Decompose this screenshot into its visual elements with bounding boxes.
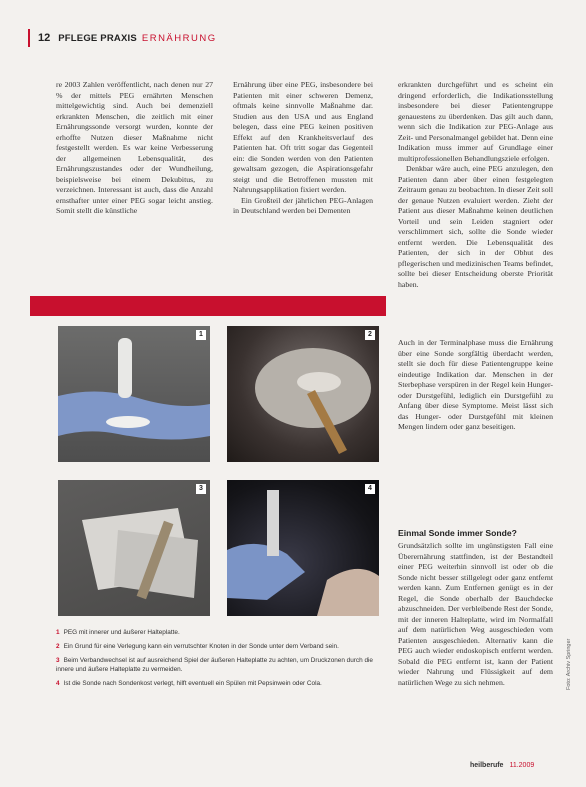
caption-label: 1 [56,629,60,636]
photo-number: 3 [196,484,206,494]
section-subheading: Einmal Sonde immer Sonde? [398,528,517,538]
caption-label: 2 [56,643,60,650]
section-title: PFLEGE PRAXIS [58,32,137,44]
paragraph: Ernährung über eine PEG, insbesondere bei Patienten mit einer schweren Demenz, oftmals keine sinnvolle Maßnahme dar. Studien aus den USA und aus England belegen, dass eine PEG keinen positiven Effekt auf den Krankheitsverlauf des Patienten hat. Oft tritt sogar das Gegenteil ein: die Sonden werden von den Patienten gewaltsam gezogen, die Aspirationsgefahr steigt und die Betroffenen mussten mit Nahrungsapplikation fixiert werden. [233,80,373,194]
subsection-title: ERNÄHRUNG [141,32,217,44]
paragraph: Ein Großteil der jährlichen PEG-Anlagen in Deutschland werden bei Dementen [233,195,373,215]
photo-peg-plates [58,326,210,462]
paragraph: re 2003 Zahlen veröffentlicht, nach denen nur 27 % der mittels PEG ernährten Menschen mittelgewichtig sind. Auch bei demenziell erkrankten Menschen, die zeitlich mit einer Ernährungssonde versorgt wurden, konnte der erhoffte Nutzen dieser Maßnahme nicht festgestellt werden. Es war keine Verbesserung der allgemeinen Lebensqualität, des Ernährungszustandes oder der Wundheilung, beispielsweise bei einem Dekubitus, zu verzeichnen. Interessant ist auch, dass die Anzahl ernsthafter unter einer PEG sogar leicht anstieg. Somit stellt die künstliche [56,80,213,215]
paragraph: Denkbar wäre auch, eine PEG anzulegen, den Patienten dann aber über einen festgelegten Zeitraum genau zu beobachten. In dieser Zeit soll der genaue Nutzen evaluiert werden. Zieht der Patient aus dieser Maßnahme keinen deutlichen Vorteil und sein Leiden stagniert oder verschlimmert sich, sollte die Sonde wieder entfernt werden. Die Lebensqualität des Patienten, der sich in der Obhut des pflegerischen und medizinischen Teams befindet, sollte bei dieser Entscheidung oberste Priorität haben. [398,164,553,289]
magazine-name: heilberufe [470,762,504,769]
caption-label: 4 [56,680,60,687]
caption-text: PEG mit innerer und äußerer Halteplatte. [63,629,180,636]
text-column-3 [398,80,553,290]
caption-text: Ein Grund für eine Verlegung kann ein verrutschter Knoten in der Sonde unter dem Verband sein. [63,643,339,650]
caption [56,679,382,688]
caption [56,642,382,651]
photo-illustration [58,480,210,616]
photo-illustration [58,326,210,462]
caption [56,628,382,637]
caption-label: 3 [56,657,60,664]
photo-number: 1 [196,330,206,340]
text-column-3-final [398,541,553,688]
text-column-1 [56,80,213,217]
page-footer [470,762,534,769]
photo-dressing [227,326,379,462]
photo-credit: Foto: Archiv Springer [566,638,572,690]
photo-bandage-change [58,480,210,616]
photo-illustration [227,326,379,462]
photo-syringe-flush [227,480,379,616]
running-header [28,30,217,46]
photo-illustration [227,480,379,616]
page-number: 12 [38,32,51,44]
photo-number: 2 [365,330,375,340]
paragraph: erkrankten durchgeführt und es scheint ein dringend erforderlich, die Indikationsstellung insbesondere bei dieser Patientengruppe genauestens zu überdenken. Das gilt auch dann, wenn sich die Indikation zur PEG-Anlage aus Zeit- und Personalmangel gebildet hat. Denn eine Indikation muss immer auf Grundlage einer multiprofessionellen Behandlungsziele erfolgen. [398,80,553,163]
photo-number: 4 [365,484,375,494]
issue-number: 11.2009 [509,762,535,769]
caption-text: Beim Verbandwechsel ist auf ausreichend Spiel der äußeren Halteplatte zu achten, um Druckzonen durch die innere und äußere Halteplatte zu vermeiden. [56,657,373,673]
photo-captions [56,628,382,693]
text-column-3-continued [398,338,553,433]
paragraph: Grundsätzlich sollte im ungünstigsten Fall eine Überernährung stattfinden, ist der Bestandteil einer PEG weiterhin sinnvoll ist oder ob die Sonde nicht besser stillgelegt oder ganz entfernt werden kann. Zum Entfernen genügt es in der Regel, die Sonde oberhalb der Bauchdecke abzuschneiden. Der verbleibende Rest der Sonde, mit der inneren Halteplatte, wird im Normalfall auf dem natürlichen Weg ausgeschieden vom Patienten ausgeschieden. Alternativ kann die PEG auch wieder endoskopisch entfernt werden. Sobald die PEG entfernt ist, kann der Patient wieder Nahrung und Flüssigkeit auf dem natürlichen Wege zu sich nehmen. [398,541,553,687]
caption-text: Ist die Sonde nach Sondenkost verlegt, hilft eventuell ein Spülen mit Pepsinwein oder Cola. [63,680,322,687]
paragraph: Auch in der Terminalphase muss die Ernährung über eine Sonde sorgfältig überdacht werden, stellt sie doch für diese Patientengruppe keine eindeutige Indikation dar. Menschen in der Sterbephase verspüren in der Regel kein Hunger- oder Durstgefühl, lediglich ein Durstgefühl zu Anfang über diese Symptome. Meist lässt sich das Hunger- oder Durstgefühl mit kleinen Mengen lindern oder ganz beseitigen. [398,338,553,431]
text-column-2 [233,80,373,217]
accent-band [30,296,386,316]
caption [56,656,382,674]
header-accent-bar [28,29,30,47]
